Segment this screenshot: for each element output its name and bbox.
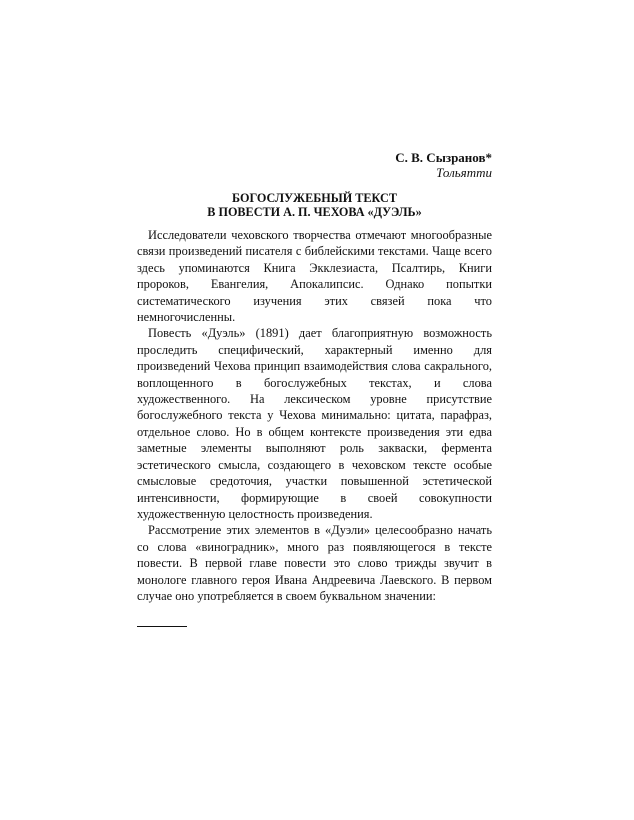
- footnote-separator: [137, 626, 187, 627]
- author-city: Тольятти: [436, 165, 492, 180]
- article-body: [137, 227, 492, 604]
- paragraph-2: Повесть «Дуэль» (1891) дает благоприятную возможность проследить специфический, характерный именно для произведений Чехова принцип взаимодействия слова сакрального, воплощенного в богослужебных текстах, и слова художественного. На лексическом уровне присутствие богослужебного текста у Чехова минимально: цитата, парафраз, отдельное слово. Но в общем контексте произведения эти едва заметные элементы выполняют роль закваски, фермента эстетического смысла, создающего в чеховском тексте особые смысловые средоточия, участки повышенной эстетической интенсивности, формирующие в своей совокупности художественную целостность произведения.: [137, 326, 492, 521]
- title-line-2: В ПОВЕСТИ А. П. ЧЕХОВА «ДУЭЛЬ»: [207, 205, 422, 219]
- paragraph-1: Исследователи чеховского творчества отмечают многообразные связи произведений писателя с библейскими текстами. Чаще всего здесь упоминаются Книга Экклезиаста, Псалтирь, Книги пророков, Евангелия, Апокалипсис. Однако попытки систематического изучения этих связей пока что немногочисленны.: [137, 228, 492, 325]
- title-line-1: БОГОСЛУЖЕБНЫЙ ТЕКСТ: [232, 191, 397, 205]
- document-page: [137, 150, 492, 627]
- paragraph-3: Рассмотрение этих элементов в «Дуэли» целесообразно начать со слова «виноградник», много раз появляющегося в тексте повести. В первой главе повести это слово трижды звучит в монологе главного героя Ивана Андреевича Лаевского. В первом случае оно употребляется в своем буквальном значении:: [137, 523, 492, 603]
- author-name: С. В. Сызранов*: [395, 150, 492, 165]
- article-title: [137, 191, 492, 219]
